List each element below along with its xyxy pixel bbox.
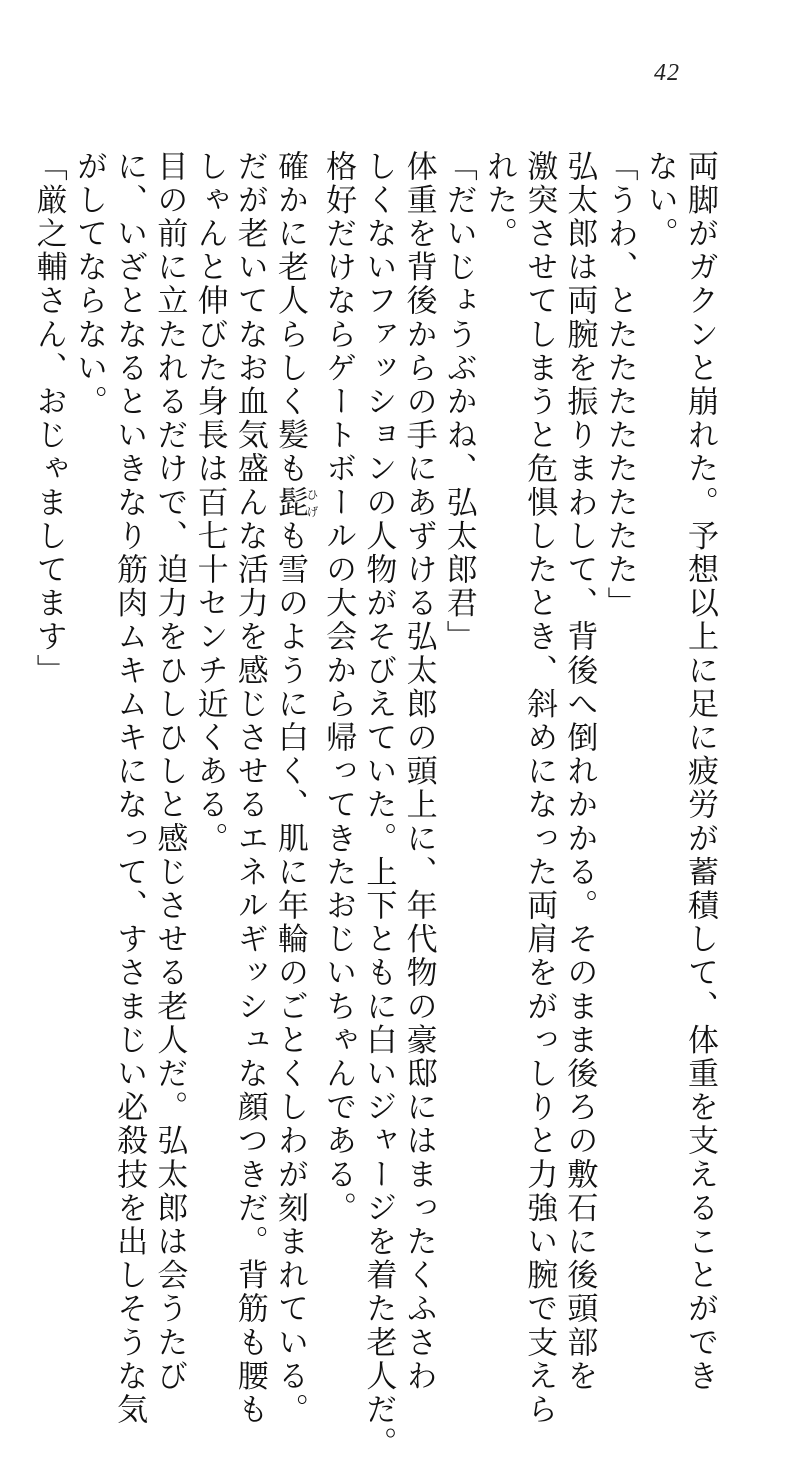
dialogue-line: 「厳之輔さん、おじゃましてます」 (30, 150, 67, 688)
text-line: に、いざとなるといきなり筋肉ムキムキになって、すさまじい必殺技を出しそうな気 (111, 150, 148, 1427)
text-line: 体重を背後からの手にあずける弘太郎の頭上に、年代物の豪邸にはまったくふさわ (400, 150, 437, 1394)
text-line: 格好だけならゲートボールの大会から帰ってきたおじいちゃんである。 (320, 150, 357, 1226)
text-line: しくないファッションの人物がそびえていた。上下ともに白いジャージを着た老人だ。 (360, 150, 397, 1460)
ruby-base: 髭 (271, 486, 308, 520)
page-number: 42 (654, 60, 680, 86)
dialogue-line: 「うわ、とたたたたたたたた」 (601, 150, 638, 621)
text-line: 目の前に立たれるだけで、迫力をひしひしと感じさせる老人だ。弘太郎は会うたび (151, 150, 188, 1394)
ruby-annotation (271, 486, 319, 520)
text-line: 両脚がガクンと崩れた。予想以上に足に疲労が蓄積して、体重を支えることができ (682, 150, 718, 1394)
text-fragment: 確かに老人らしく髪も (271, 150, 308, 486)
text-line: しゃんと伸びた身長は百七十センチ近くある。 (191, 150, 228, 856)
text-line: 弘太郎は両腕を振りまわして、背後へ倒れかかる。そのまま後ろの敷石に後頭部を (561, 150, 598, 1394)
ruby-text: ひげ (304, 486, 319, 520)
dialogue-line: 「だいじょうぶかね、弘太郎君」 (440, 150, 477, 654)
text-fragment: も雪のように白く、肌に年輪のごとくしわが刻まれている。 (271, 519, 308, 1427)
text-line: ない。 (641, 150, 678, 251)
text-line: だが老いてなお血気盛んな活力を感じさせるエネルギッシュな顔つきだ。背筋も腰も (231, 150, 268, 1427)
text-line: れた。 (480, 150, 517, 251)
text-line: がしてならない。 (70, 150, 107, 419)
text-line-with-ruby (270, 150, 319, 1427)
body-text (30, 150, 720, 1460)
text-line: 激突させてしまうと危惧したとき、斜めになった両肩をがっしりと力強い腕で支えら (521, 150, 558, 1427)
